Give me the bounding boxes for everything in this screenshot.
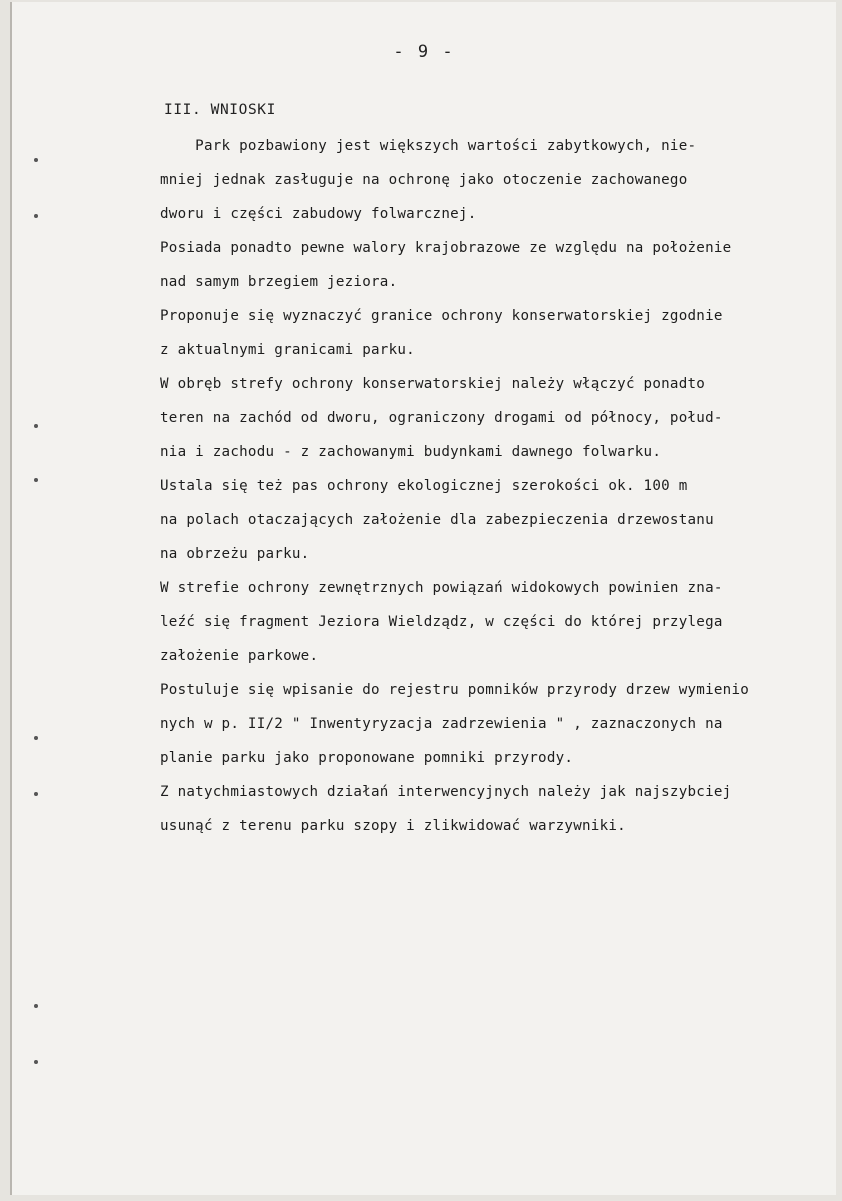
- text-line: Z natychmiastowych działań interwencyjnych należy jak najszybciej: [160, 784, 732, 800]
- text-line: W obręb strefy ochrony konserwatorskiej należy włączyć ponadto: [160, 376, 706, 392]
- text-line: nych w p. II/2 " Inwentyryzacja zadrzewienia " , zaznaczonych na: [160, 716, 723, 732]
- margin-mark: [34, 214, 38, 218]
- margin-mark: [34, 424, 38, 428]
- text-line: na polach otaczających założenie dla zabezpieczenia drzewostanu: [160, 512, 714, 528]
- text-line: Posiada ponadto pewne walory krajobrazowe ze względu na położenie: [160, 240, 732, 256]
- text-line: usunąć z terenu parku szopy i zlikwidować warzywniki.: [160, 818, 626, 834]
- margin-mark: [34, 158, 38, 162]
- text-line: Postuluje się wpisanie do rejestru pomników przyrody drzew wymienio: [160, 682, 750, 698]
- text-line: z aktualnymi granicami parku.: [160, 342, 415, 358]
- text-line: Proponuje się wyznaczyć granice ochrony konserwatorskiej zgodnie: [160, 308, 723, 324]
- text-line: planie parku jako proponowane pomniki przyrody.: [160, 750, 574, 766]
- margin-mark: [34, 1004, 38, 1008]
- text-line: na obrzeżu parku.: [160, 546, 310, 562]
- page-number: - 9 -: [393, 42, 455, 62]
- text-line: założenie parkowe.: [160, 648, 319, 664]
- text-line: Ustala się też pas ochrony ekologicznej szerokości ok. 100 m: [160, 478, 688, 494]
- text-line: nad samym brzegiem jeziora.: [160, 274, 398, 290]
- text-line: leźć się fragment Jeziora Wieldządz, w części do której przylega: [160, 614, 723, 630]
- text-line: W strefie ochrony zewnętrznych powiązań widokowych powinien zna-: [160, 580, 723, 596]
- text-line: nia i zachodu - z zachowanymi budynkami dawnego folwarku.: [160, 444, 662, 460]
- text-line: Park pozbawiony jest większych wartości zabytkowych, nie-: [160, 138, 697, 154]
- section-heading: III. WNIOSKI: [164, 102, 276, 118]
- text-line: dworu i części zabudowy folwarcznej.: [160, 206, 477, 222]
- text-line: teren na zachód od dworu, ograniczony drogami od północy, połud-: [160, 410, 723, 426]
- margin-mark: [34, 736, 38, 740]
- margin-mark: [34, 792, 38, 796]
- margin-mark: [34, 1060, 38, 1064]
- margin-mark: [34, 478, 38, 482]
- text-line: mniej jednak zasługuje na ochronę jako otoczenie zachowanego: [160, 172, 688, 188]
- document-page: [10, 2, 836, 1195]
